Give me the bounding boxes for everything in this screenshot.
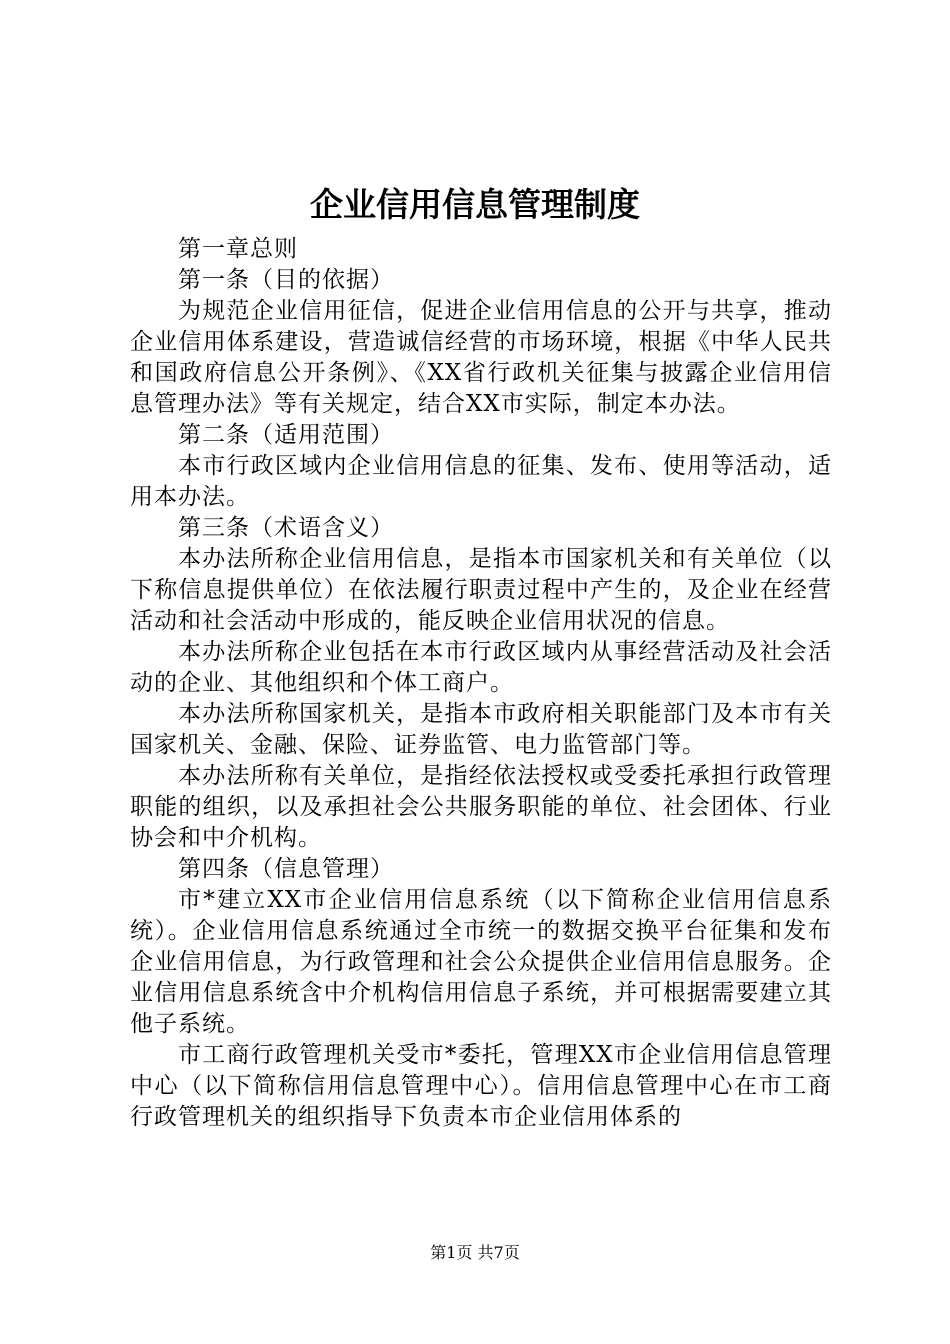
paragraph: 市*建立XX市企业信用信息系统（以下简称企业信用信息系统）。企业信用信息系统通过全市统一的数据交换平台征集和发布企业信用信息，为行政管理和社会公众提供企业信用信息服务。企业信用信息系统含中介机构信用信息子系统，并可根据需要建立其他子系统。 xyxy=(130,887,832,1037)
paragraph: 本办法所称国家机关，是指本市政府相关职能部门及本市有关国家机关、金融、保险、证券监管、电力监管部门等。 xyxy=(130,701,832,758)
paragraph: 本办法所称企业信用信息，是指本市国家机关和有关单位（以下称信息提供单位）在依法履行职责过程中产生的，及企业在经营活动和社会活动中形成的，能反映企业信用状况的信息。 xyxy=(130,546,832,634)
document-body xyxy=(130,234,832,1133)
paragraph: 市工商行政管理机关受市*委托，管理XX市企业信用信息管理中心（以下简称信用信息管理中心）。信用信息管理中心在市工商行政管理机关的组织指导下负责本市企业信用体系的 xyxy=(130,1042,832,1130)
document-title: 企业信用信息管理制度 xyxy=(310,185,640,224)
article-heading: 第四条（信息管理） xyxy=(178,856,394,882)
chapter-heading: 第一章总则 xyxy=(178,236,298,262)
article-heading: 第三条（术语含义） xyxy=(178,515,394,541)
paragraph: 本办法所称有关单位，是指经依法授权或受委托承担行政管理职能的组织，以及承担社会公共服务职能的单位、社会团体、行业协会和中介机构。 xyxy=(130,763,832,851)
article-heading: 第一条（目的依据） xyxy=(178,267,394,293)
page-footer: 第1页 共7页 xyxy=(430,1243,520,1262)
article-heading: 第二条（适用范围） xyxy=(178,422,394,448)
paragraph: 本办法所称企业包括在本市行政区域内从事经营活动及社会活动的企业、其他组织和个体工商户。 xyxy=(130,639,832,696)
paragraph: 为规范企业信用征信，促进企业信用信息的公开与共享，推动企业信用体系建设，营造诚信经营的市场环境，根据《中华人民共和国政府信息公开条例》、《XX省行政机关征集与披露企业信用信息管理办法》等有关规定，结合XX市实际，制定本办法。 xyxy=(130,298,832,417)
paragraph: 本市行政区域内企业信用信息的征集、发布、使用等活动，适用本办法。 xyxy=(130,453,832,510)
